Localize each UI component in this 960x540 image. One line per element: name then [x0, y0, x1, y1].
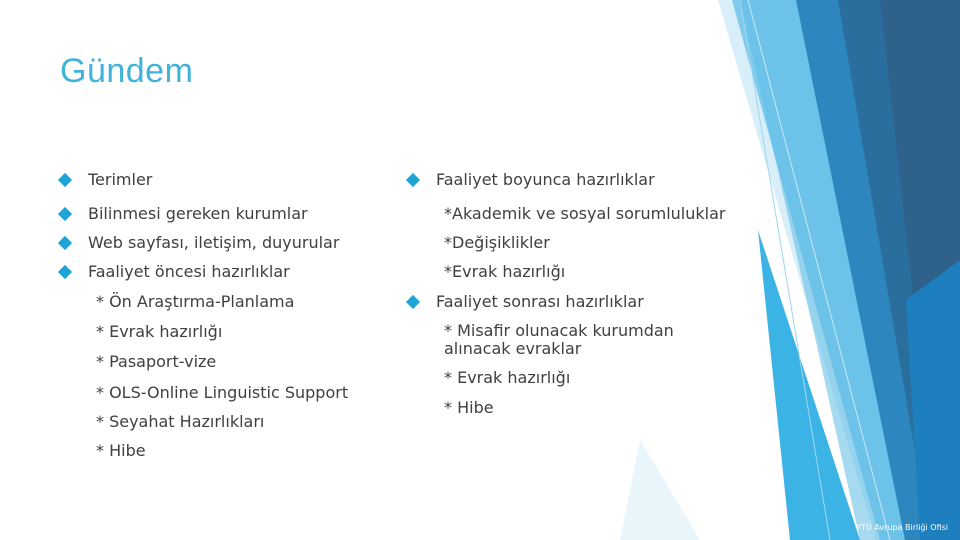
list-item-label: Faaliyet öncesi hazırlıklar	[88, 262, 290, 281]
page-title: Gündem	[60, 52, 194, 90]
list-item-label: Bilinmesi gereken kurumlar	[88, 204, 308, 223]
list-item-label: Terimler	[88, 170, 153, 189]
sub-list-item: * Evrak hazırlığı	[96, 322, 223, 341]
sub-list-item: * Misafir olunacak kurumdan alınacak evraklar	[444, 321, 674, 358]
left-column	[60, 170, 390, 461]
sub-list-item: *Evrak hazırlığı	[444, 262, 566, 281]
right-column	[408, 170, 748, 418]
list-item-label: Web sayfası, iletişim, duyurular	[88, 233, 340, 252]
footer-text: YTÜ Avrupa Birliği Ofisi	[856, 523, 948, 532]
sub-list-item: * OLS-Online Linguistic Support	[96, 383, 349, 402]
list-item-label: Faaliyet boyunca hazırlıklar	[436, 170, 655, 189]
sub-list-item: * Seyahat Hazırlıkları	[96, 412, 265, 431]
list-item	[60, 170, 390, 190]
diamond-bullet-icon	[406, 295, 420, 309]
diamond-bullet-icon	[58, 265, 72, 279]
list-item-label: Faaliyet sonrası hazırlıklar	[436, 292, 644, 311]
list-item	[60, 262, 390, 282]
list-item	[408, 292, 748, 312]
sub-list-item: * Ön Araştırma-Planlama	[96, 292, 295, 311]
list-item	[60, 233, 390, 253]
sub-list-item: * Evrak hazırlığı	[444, 368, 571, 387]
sub-list-item: *Akademik ve sosyal sorumluluklar	[444, 204, 726, 223]
sub-list-item: *Değişiklikler	[444, 233, 550, 252]
sub-list-item: * Hibe	[96, 441, 146, 460]
diamond-bullet-icon	[58, 236, 72, 250]
sub-list-item: * Hibe	[444, 398, 494, 417]
diamond-bullet-icon	[406, 173, 420, 187]
list-item	[60, 204, 390, 224]
diamond-bullet-icon	[58, 173, 72, 187]
sub-list-item: * Pasaport-vize	[96, 352, 217, 371]
list-item	[408, 170, 748, 190]
diamond-bullet-icon	[58, 207, 72, 221]
